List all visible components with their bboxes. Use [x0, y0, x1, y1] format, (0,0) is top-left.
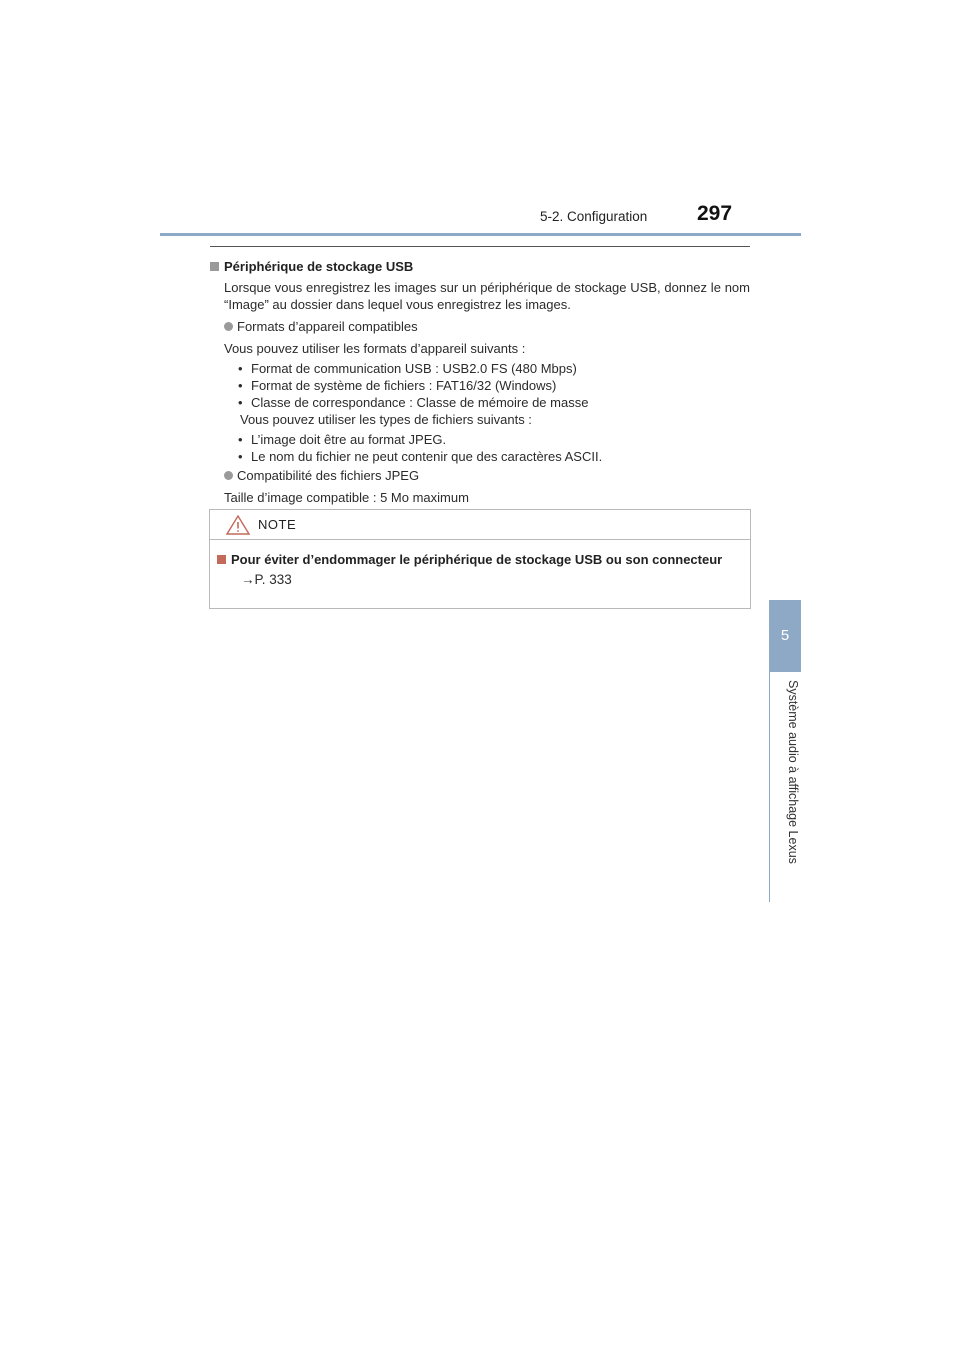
- list-item: • Classe de correspondance : Classe de mémoire de masse: [238, 395, 589, 410]
- chapter-tab: [769, 600, 801, 672]
- filetypes-list: [210, 431, 750, 465]
- section-heading-text: Périphérique de stockage USB: [224, 259, 414, 274]
- page-reference-link[interactable]: →P. 333: [241, 572, 292, 587]
- intro-paragraph: Lorsque vous enregistrez les images sur un périphérique de stockage USB, donnez le nom “Image” au dossier dans lequel vous enregistrez les images.: [224, 280, 750, 312]
- chapter-tab-line: [769, 672, 770, 902]
- header-section-title: 5-2. Configuration: [540, 209, 648, 224]
- jpeg-heading: [210, 467, 750, 484]
- list-item: • Format de communication USB : USB2.0 FS (480 Mbps): [238, 361, 577, 376]
- list-item: • Le nom du fichier ne peut contenir que des caractères ASCII.: [238, 449, 603, 464]
- circle-bullet-icon: [224, 322, 233, 331]
- circle-bullet-icon: [224, 471, 233, 480]
- square-bullet-icon: [210, 262, 219, 271]
- section-heading: [210, 258, 750, 275]
- jpeg-size-text: Taille d’image compatible : 5 Mo maximum: [224, 490, 469, 505]
- formats-heading-text: Formats d’appareil compatibles: [237, 319, 418, 334]
- filetypes-intro: Vous pouvez utiliser les types de fichiers suivants :: [240, 412, 532, 427]
- note-item-text: Pour éviter d’endommager le périphérique de stockage USB ou son connecteur: [231, 552, 723, 567]
- note-body: [210, 540, 750, 587]
- note-title: NOTE: [258, 517, 297, 532]
- square-bullet-icon: [217, 555, 226, 564]
- chapter-number: 5: [780, 627, 790, 644]
- formats-list: [210, 360, 750, 411]
- warning-icon: [226, 515, 250, 535]
- jpeg-heading-text: Compatibilité des fichiers JPEG: [237, 468, 420, 483]
- formats-intro: Vous pouvez utiliser les formats d’appareil suivants :: [224, 341, 526, 356]
- formats-heading: [210, 318, 750, 335]
- chapter-label: Système audio à affichage Lexus: [786, 680, 800, 864]
- header-rule: [160, 233, 801, 236]
- note-box: [209, 509, 751, 609]
- page-number: 297: [697, 202, 733, 225]
- note-header: [210, 510, 750, 540]
- list-item: • L’image doit être au format JPEG.: [238, 432, 447, 447]
- main-content: [210, 258, 750, 506]
- list-item: • Format de système de fichiers : FAT16/32 (Windows): [238, 378, 557, 393]
- content-top-rule: [210, 246, 750, 247]
- note-item: [217, 552, 750, 567]
